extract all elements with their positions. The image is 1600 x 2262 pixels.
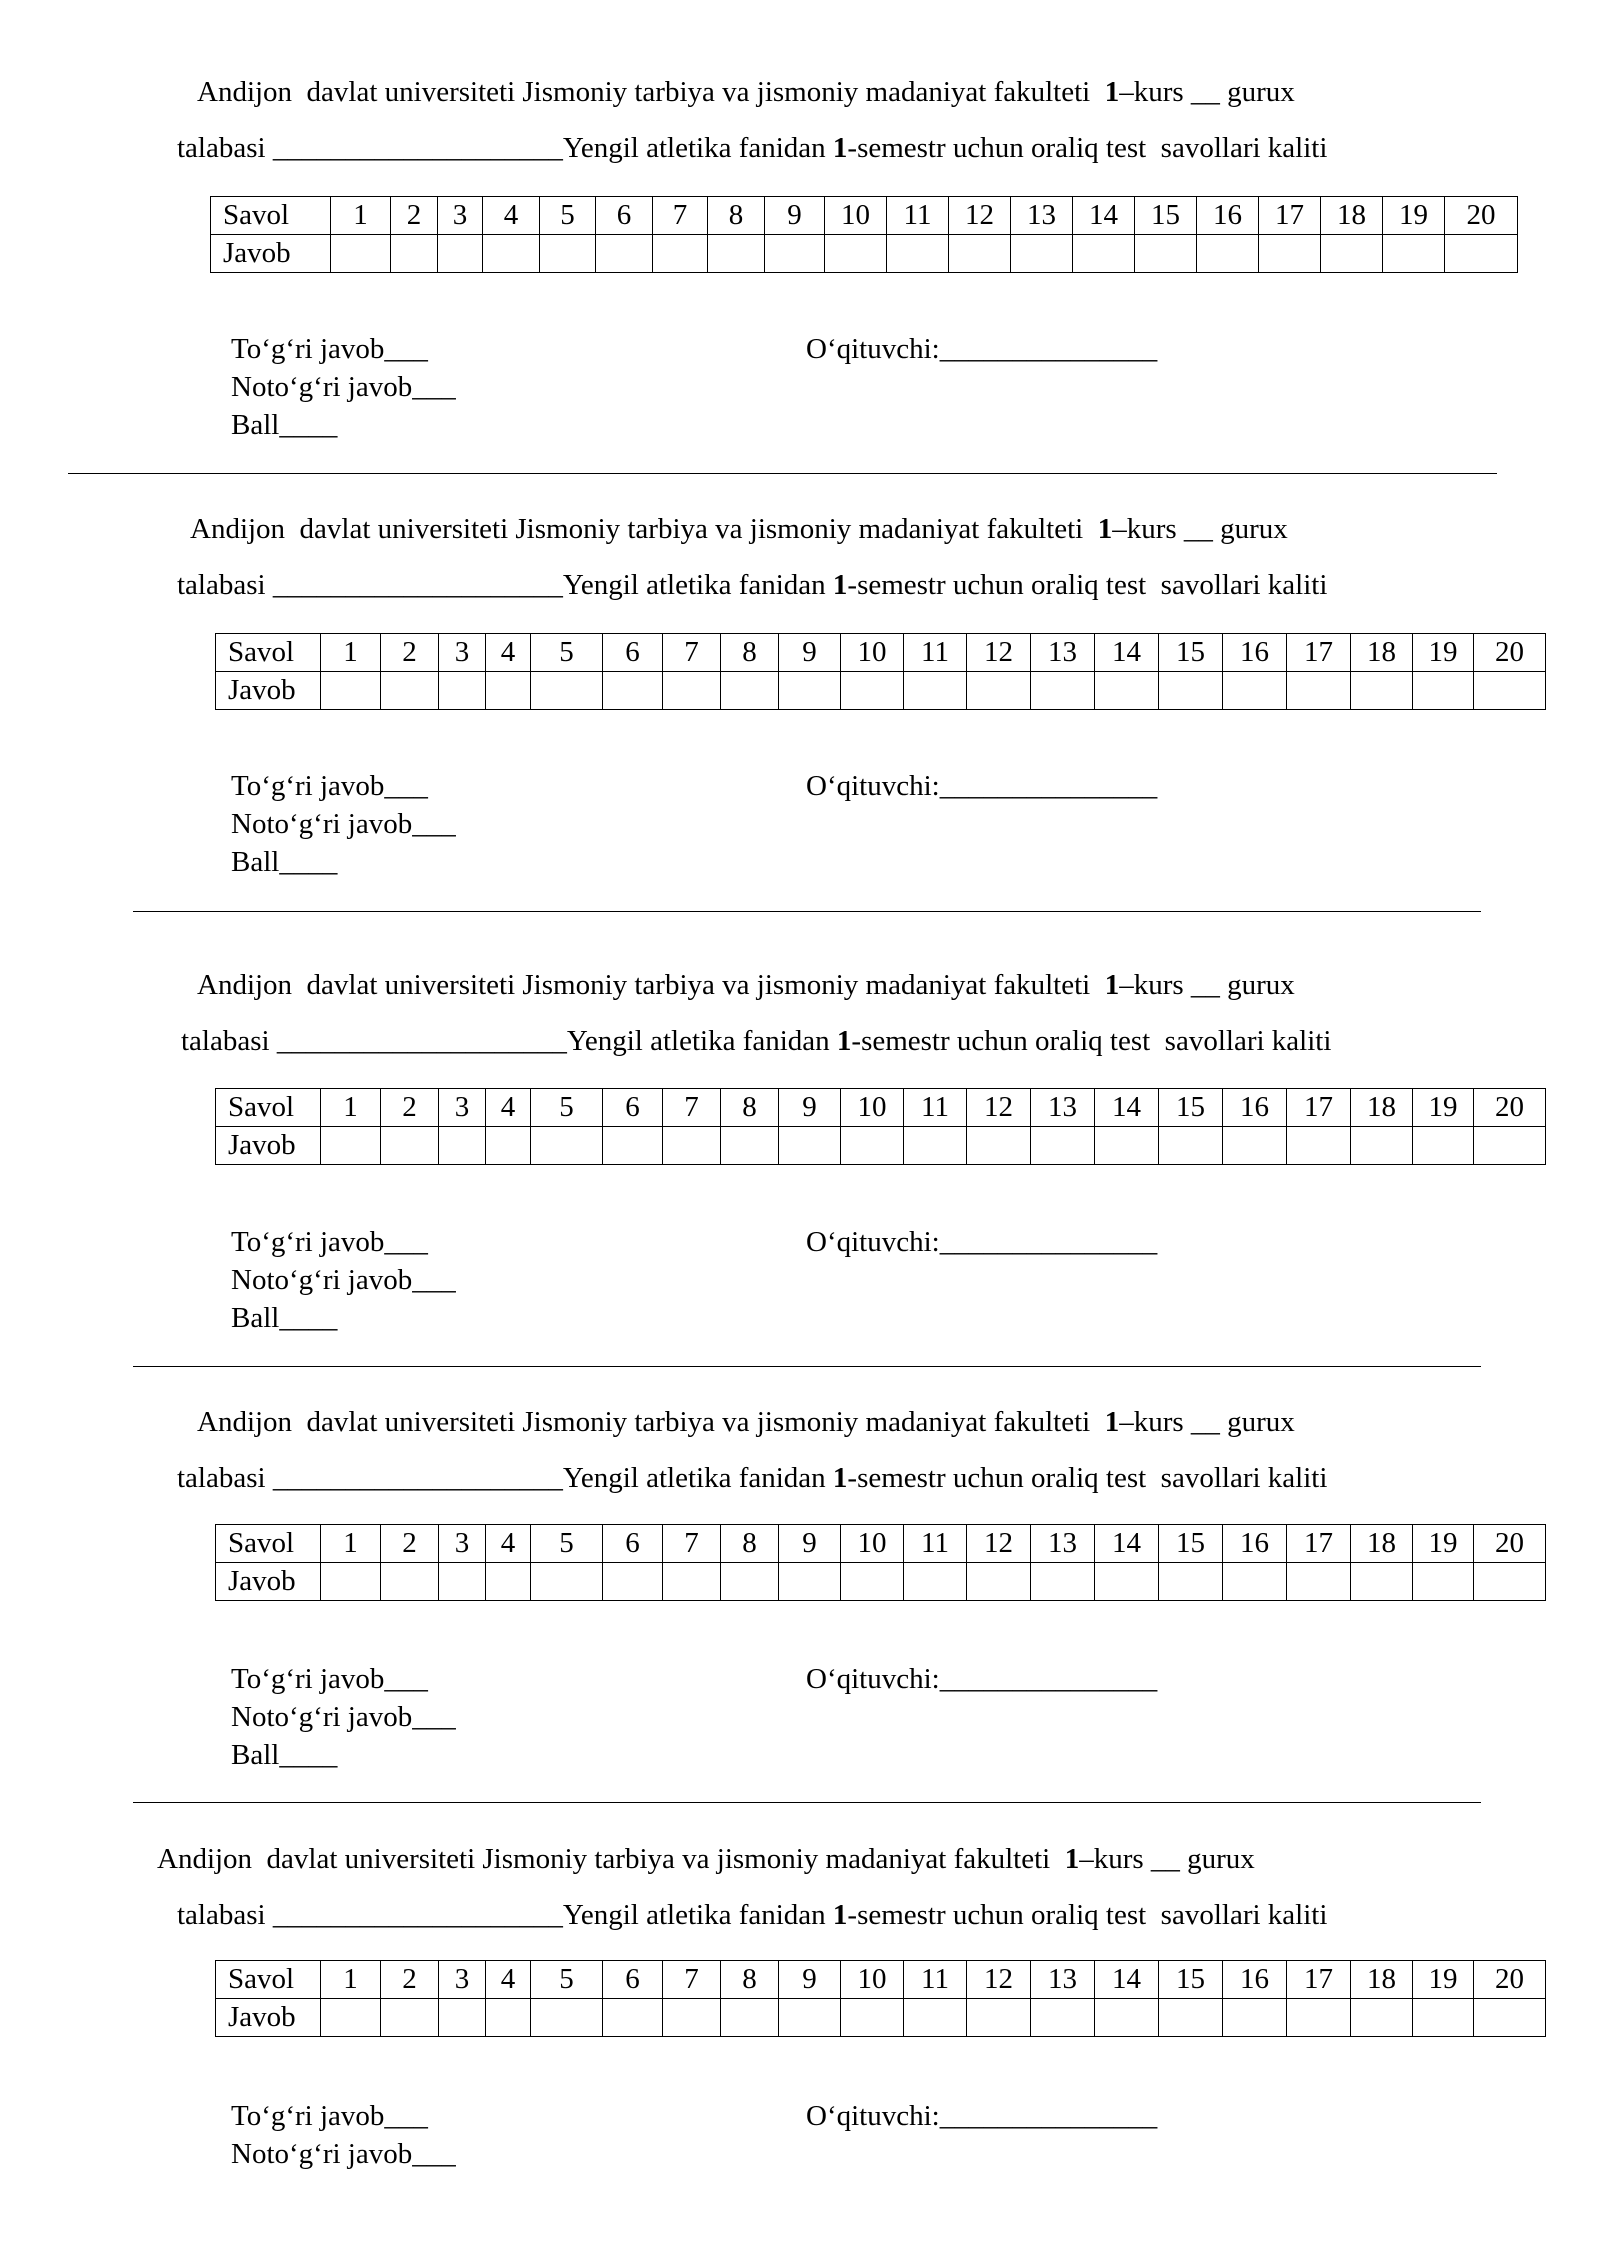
test-title-text: -semestr uchun oraliq test savollari kaliti <box>847 132 1328 164</box>
header-student-line <box>177 571 1600 600</box>
question-number-cell: 2 <box>381 634 439 672</box>
course-number: 1 <box>1104 969 1120 1001</box>
answer-cell[interactable] <box>1223 1999 1287 2037</box>
answer-cell[interactable] <box>765 235 825 273</box>
course-number: 1 <box>1097 513 1113 545</box>
answer-cell[interactable] <box>531 672 603 710</box>
answer-cell[interactable] <box>1474 1999 1546 2037</box>
question-number-cell: 20 <box>1474 1961 1546 1999</box>
answer-cell[interactable] <box>1413 672 1474 710</box>
question-number-cell: 18 <box>1351 634 1413 672</box>
answer-cell[interactable] <box>708 235 765 273</box>
student-name-field[interactable]: talabasi ____________________Yengil atletika fanidan <box>177 1899 833 1931</box>
wrong-answers-field[interactable]: Noto‘g‘ri javob___ <box>231 808 456 840</box>
question-number-cell: 16 <box>1223 1961 1287 1999</box>
answer-cell[interactable] <box>653 235 708 273</box>
question-number-cell: 8 <box>721 1961 779 1999</box>
answer-cell[interactable] <box>1223 1127 1287 1165</box>
semester-number: 1 <box>832 1899 848 1931</box>
answer-cell[interactable] <box>663 1127 721 1165</box>
wrong-answers-field[interactable]: Noto‘g‘ri javob___ <box>231 1701 456 1733</box>
answer-cell[interactable] <box>1287 1563 1351 1601</box>
javob-label: Javob <box>211 235 331 273</box>
question-number-cell: 8 <box>721 1525 779 1563</box>
answer-cell[interactable] <box>1321 235 1383 273</box>
question-number-cell: 7 <box>653 197 708 235</box>
answer-cell[interactable] <box>1351 1127 1413 1165</box>
wrong-answers-field[interactable]: Noto‘g‘ri javob___ <box>231 371 456 403</box>
question-number-cell: 11 <box>904 1089 967 1127</box>
question-number-cell: 18 <box>1351 1089 1413 1127</box>
answer-cell[interactable] <box>779 672 841 710</box>
header-university-line <box>197 78 1600 107</box>
question-number-cell: 5 <box>540 197 596 235</box>
question-number-cell: 3 <box>439 1089 486 1127</box>
answer-cell[interactable] <box>603 672 663 710</box>
question-number-cell: 15 <box>1159 1525 1223 1563</box>
answer-cell[interactable] <box>1287 1999 1351 2037</box>
question-number-cell: 8 <box>721 634 779 672</box>
question-number-cell: 4 <box>486 1089 531 1127</box>
question-number-cell: 3 <box>439 1525 486 1563</box>
answer-cell[interactable] <box>1095 1127 1159 1165</box>
answer-cell[interactable] <box>1031 1127 1095 1165</box>
score-summary <box>231 767 456 881</box>
savol-label: Savol <box>216 1961 321 1999</box>
question-number-cell: 17 <box>1287 634 1351 672</box>
answer-cell[interactable] <box>1474 672 1546 710</box>
test-title-text: -semestr uchun oraliq test savollari kaliti <box>847 1899 1328 1931</box>
question-number-cell: 19 <box>1413 1961 1474 1999</box>
answer-cell[interactable] <box>663 1999 721 2037</box>
answer-cell[interactable] <box>1159 1999 1223 2037</box>
question-number-cell: 4 <box>486 1961 531 1999</box>
question-number-cell: 8 <box>721 1089 779 1127</box>
header-university-text: Andijon davlat universiteti Jismoniy tarbiya va jismoniy madaniyat fakulteti <box>197 76 1105 108</box>
correct-answers-field[interactable]: To‘g‘ri javob___ <box>231 1226 428 1258</box>
score-summary <box>231 2097 456 2173</box>
score-field[interactable]: Ball____ <box>231 1302 338 1334</box>
question-number-cell: 6 <box>596 197 653 235</box>
answer-cell[interactable] <box>1413 1563 1474 1601</box>
course-number: 1 <box>1064 1843 1080 1875</box>
question-number-cell: 3 <box>439 1961 486 1999</box>
answer-cell[interactable] <box>841 672 904 710</box>
savol-label: Savol <box>216 1525 321 1563</box>
question-number-cell: 9 <box>779 1961 841 1999</box>
answer-cell[interactable] <box>381 1999 439 2037</box>
question-number-cell: 6 <box>603 1525 663 1563</box>
header-university-text: Andijon davlat universiteti Jismoniy tarbiya va jismoniy madaniyat fakulteti <box>197 969 1105 1001</box>
answer-cell[interactable] <box>1223 672 1287 710</box>
teacher-signature-field[interactable]: O‘qituvchi:_______________ <box>806 2100 1158 2132</box>
question-number-cell: 20 <box>1474 1525 1546 1563</box>
header-university-line <box>157 1845 1600 1874</box>
answer-row <box>211 235 1518 273</box>
savol-label: Savol <box>216 1089 321 1127</box>
teacher-signature-field[interactable]: O‘qituvchi:_______________ <box>806 333 1158 365</box>
semester-number: 1 <box>832 132 848 164</box>
answer-row <box>216 1563 1546 1601</box>
answer-row <box>216 672 1546 710</box>
test-title-text: -semestr uchun oraliq test savollari kaliti <box>851 1025 1332 1057</box>
question-number-cell: 13 <box>1031 1961 1095 1999</box>
answer-cell[interactable] <box>967 1127 1031 1165</box>
question-number-cell: 3 <box>439 634 486 672</box>
answer-cell[interactable] <box>438 235 483 273</box>
cut-line-divider <box>133 911 1481 912</box>
answer-cell[interactable] <box>1073 235 1135 273</box>
javob-label: Javob <box>216 1999 321 2037</box>
answer-cell[interactable] <box>1413 1127 1474 1165</box>
semester-number: 1 <box>832 569 848 601</box>
answer-cell[interactable] <box>1383 235 1445 273</box>
teacher-signature-field[interactable]: O‘qituvchi:_______________ <box>806 1226 1158 1258</box>
question-number-cell: 2 <box>381 1961 439 1999</box>
answer-cell[interactable] <box>1031 672 1095 710</box>
answer-cell[interactable] <box>967 1563 1031 1601</box>
question-number-cell: 10 <box>841 1961 904 1999</box>
question-number-cell: 5 <box>531 1525 603 1563</box>
semester-number: 1 <box>836 1025 852 1057</box>
question-number-cell: 4 <box>483 197 540 235</box>
answer-cell[interactable] <box>721 1127 779 1165</box>
answer-cell[interactable] <box>381 1563 439 1601</box>
question-number-cell: 13 <box>1031 1525 1095 1563</box>
question-number-cell: 4 <box>486 1525 531 1563</box>
question-number-cell: 15 <box>1135 197 1197 235</box>
answer-cell[interactable] <box>486 672 531 710</box>
answer-cell[interactable] <box>949 235 1011 273</box>
javob-label: Javob <box>216 1563 321 1601</box>
answer-cell[interactable] <box>531 1999 603 2037</box>
question-number-cell: 1 <box>321 1525 381 1563</box>
answer-cell[interactable] <box>1095 1563 1159 1601</box>
answer-cell[interactable] <box>1351 672 1413 710</box>
student-name-field[interactable]: talabasi ____________________Yengil atletika fanidan <box>177 569 833 601</box>
answer-cell[interactable] <box>486 1563 531 1601</box>
answer-cell[interactable] <box>381 672 439 710</box>
answer-cell[interactable] <box>1413 1999 1474 2037</box>
answer-cell[interactable] <box>1351 1999 1413 2037</box>
header-university-text: Andijon davlat universiteti Jismoniy tarbiya va jismoniy madaniyat fakulteti <box>157 1843 1065 1875</box>
answer-cell[interactable] <box>331 235 391 273</box>
question-number-cell: 6 <box>603 1089 663 1127</box>
savol-label: Savol <box>211 197 331 235</box>
question-number-cell: 4 <box>486 634 531 672</box>
answer-cell[interactable] <box>967 672 1031 710</box>
group-field[interactable]: –kurs __ gurux <box>1079 1843 1255 1875</box>
question-number-cell: 9 <box>779 1089 841 1127</box>
answer-cell[interactable] <box>1095 1999 1159 2037</box>
question-number-cell: 8 <box>708 197 765 235</box>
question-number-cell: 14 <box>1095 634 1159 672</box>
question-number-cell: 19 <box>1413 1525 1474 1563</box>
question-number-cell: 19 <box>1383 197 1445 235</box>
answer-cell[interactable] <box>486 1999 531 2037</box>
answer-cell[interactable] <box>439 1999 486 2037</box>
question-number-cell: 12 <box>967 634 1031 672</box>
question-number-cell: 18 <box>1351 1525 1413 1563</box>
question-number-cell: 20 <box>1445 197 1518 235</box>
question-number-cell: 1 <box>331 197 391 235</box>
javob-label: Javob <box>216 1127 321 1165</box>
answer-cell[interactable] <box>721 1999 779 2037</box>
question-number-cell: 7 <box>663 1089 721 1127</box>
answer-cell[interactable] <box>779 1563 841 1601</box>
answer-cell[interactable] <box>1223 1563 1287 1601</box>
question-number-row <box>216 1961 1546 1999</box>
question-number-row <box>216 1089 1546 1127</box>
teacher-signature-field[interactable]: O‘qituvchi:_______________ <box>806 1663 1158 1695</box>
answer-cell[interactable] <box>381 1127 439 1165</box>
question-number-cell: 14 <box>1095 1525 1159 1563</box>
question-number-cell: 6 <box>603 634 663 672</box>
answer-key-table <box>215 1088 1546 1165</box>
answer-cell[interactable] <box>663 672 721 710</box>
answer-cell[interactable] <box>904 1563 967 1601</box>
answer-cell[interactable] <box>1031 1999 1095 2037</box>
question-number-cell: 18 <box>1351 1961 1413 1999</box>
answer-cell[interactable] <box>887 235 949 273</box>
answer-key-table <box>215 1524 1546 1601</box>
answer-cell[interactable] <box>904 1999 967 2037</box>
answer-row <box>216 1999 1546 2037</box>
savol-label: Savol <box>216 634 321 672</box>
question-number-row <box>211 197 1518 235</box>
answer-cell[interactable] <box>1159 1563 1223 1601</box>
answer-cell[interactable] <box>439 1563 486 1601</box>
test-title-text: -semestr uchun oraliq test savollari kaliti <box>847 1462 1328 1494</box>
header-student-line <box>181 1027 1600 1056</box>
question-number-cell: 12 <box>967 1525 1031 1563</box>
answer-cell[interactable] <box>483 235 540 273</box>
wrong-answers-field[interactable]: Noto‘g‘ri javob___ <box>231 2138 456 2170</box>
answer-cell[interactable] <box>663 1563 721 1601</box>
group-field[interactable]: –kurs __ gurux <box>1119 969 1295 1001</box>
question-number-cell: 11 <box>904 1525 967 1563</box>
answer-key-table <box>215 633 1546 710</box>
answer-cell[interactable] <box>603 1563 663 1601</box>
group-field[interactable]: –kurs __ gurux <box>1119 1406 1295 1438</box>
question-number-cell: 16 <box>1223 1525 1287 1563</box>
question-number-cell: 17 <box>1287 1961 1351 1999</box>
answer-cell[interactable] <box>721 672 779 710</box>
answer-row <box>216 1127 1546 1165</box>
question-number-cell: 5 <box>531 1089 603 1127</box>
question-number-cell: 17 <box>1259 197 1321 235</box>
question-number-cell: 11 <box>904 634 967 672</box>
question-number-cell: 11 <box>904 1961 967 1999</box>
question-number-cell: 3 <box>438 197 483 235</box>
question-number-cell: 9 <box>765 197 825 235</box>
question-number-cell: 12 <box>967 1961 1031 1999</box>
question-number-cell: 20 <box>1474 634 1546 672</box>
test-title-text: -semestr uchun oraliq test savollari kaliti <box>847 569 1328 601</box>
answer-cell[interactable] <box>321 1127 381 1165</box>
header-university-text: Andijon davlat universiteti Jismoniy tarbiya va jismoniy madaniyat fakulteti <box>197 1406 1105 1438</box>
group-field[interactable]: –kurs __ gurux <box>1112 513 1288 545</box>
answer-cell[interactable] <box>904 672 967 710</box>
correct-answers-field[interactable]: To‘g‘ri javob___ <box>231 770 428 802</box>
answer-cell[interactable] <box>1474 1127 1546 1165</box>
answer-cell[interactable] <box>391 235 438 273</box>
question-number-cell: 10 <box>825 197 887 235</box>
answer-cell[interactable] <box>1159 1127 1223 1165</box>
answer-cell[interactable] <box>486 1127 531 1165</box>
score-field[interactable]: Ball____ <box>231 409 338 441</box>
question-number-cell: 1 <box>321 1961 381 1999</box>
question-number-cell: 9 <box>779 634 841 672</box>
answer-cell[interactable] <box>841 1999 904 2037</box>
answer-cell[interactable] <box>1287 672 1351 710</box>
question-number-cell: 15 <box>1159 1961 1223 1999</box>
question-number-cell: 10 <box>841 1525 904 1563</box>
answer-cell[interactable] <box>603 1999 663 2037</box>
cut-line-divider <box>133 1802 1481 1803</box>
answer-cell[interactable] <box>1197 235 1259 273</box>
wrong-answers-field[interactable]: Noto‘g‘ri javob___ <box>231 1264 456 1296</box>
header-university-text: Andijon davlat universiteti Jismoniy tarbiya va jismoniy madaniyat fakulteti <box>190 513 1098 545</box>
question-number-cell: 6 <box>603 1961 663 1999</box>
question-number-cell: 10 <box>841 634 904 672</box>
question-number-cell: 7 <box>663 1525 721 1563</box>
answer-cell[interactable] <box>540 235 596 273</box>
question-number-cell: 13 <box>1031 634 1095 672</box>
question-number-cell: 1 <box>321 1089 381 1127</box>
question-number-cell: 12 <box>949 197 1011 235</box>
score-field[interactable]: Ball____ <box>231 846 338 878</box>
question-number-cell: 2 <box>391 197 438 235</box>
question-number-cell: 16 <box>1223 634 1287 672</box>
course-number: 1 <box>1104 76 1120 108</box>
student-name-field[interactable]: talabasi ____________________Yengil atletika fanidan <box>177 1462 833 1494</box>
score-summary <box>231 1660 456 1774</box>
question-number-cell: 14 <box>1073 197 1135 235</box>
answer-cell[interactable] <box>825 235 887 273</box>
answer-cell[interactable] <box>439 672 486 710</box>
question-number-cell: 17 <box>1287 1525 1351 1563</box>
answer-key-table <box>210 196 1518 273</box>
question-number-cell: 15 <box>1159 634 1223 672</box>
answer-cell[interactable] <box>841 1563 904 1601</box>
question-number-cell: 19 <box>1413 1089 1474 1127</box>
answer-cell[interactable] <box>1474 1563 1546 1601</box>
correct-answers-field[interactable]: To‘g‘ri javob___ <box>231 1663 428 1695</box>
answer-cell[interactable] <box>779 1999 841 2037</box>
header-student-line <box>177 1901 1600 1930</box>
student-name-field[interactable]: talabasi ____________________Yengil atletika fanidan <box>177 132 833 164</box>
question-number-cell: 10 <box>841 1089 904 1127</box>
answer-cell[interactable] <box>439 1127 486 1165</box>
question-number-cell: 11 <box>887 197 949 235</box>
question-number-cell: 15 <box>1159 1089 1223 1127</box>
question-number-cell: 7 <box>663 1961 721 1999</box>
question-number-cell: 18 <box>1321 197 1383 235</box>
question-number-cell: 5 <box>531 634 603 672</box>
javob-label: Javob <box>216 672 321 710</box>
cut-line-divider <box>68 473 1497 474</box>
answer-cell[interactable] <box>1287 1127 1351 1165</box>
answer-cell[interactable] <box>1011 235 1073 273</box>
header-student-line <box>177 134 1600 163</box>
answer-cell[interactable] <box>1135 235 1197 273</box>
group-field[interactable]: –kurs __ gurux <box>1119 76 1295 108</box>
answer-cell[interactable] <box>1031 1563 1095 1601</box>
answer-cell[interactable] <box>596 235 653 273</box>
question-number-cell: 1 <box>321 634 381 672</box>
correct-answers-field[interactable]: To‘g‘ri javob___ <box>231 2100 428 2132</box>
question-number-cell: 2 <box>381 1525 439 1563</box>
header-student-line <box>177 1464 1600 1493</box>
answer-cell[interactable] <box>904 1127 967 1165</box>
answer-cell[interactable] <box>1259 235 1321 273</box>
answer-cell[interactable] <box>531 1563 603 1601</box>
question-number-cell: 19 <box>1413 634 1474 672</box>
header-university-line <box>197 1408 1600 1437</box>
question-number-row <box>216 634 1546 672</box>
question-number-cell: 13 <box>1031 1089 1095 1127</box>
answer-cell[interactable] <box>603 1127 663 1165</box>
question-number-row <box>216 1525 1546 1563</box>
course-number: 1 <box>1104 1406 1120 1438</box>
answer-cell[interactable] <box>1095 672 1159 710</box>
question-number-cell: 13 <box>1011 197 1073 235</box>
question-number-cell: 9 <box>779 1525 841 1563</box>
header-university-line <box>190 515 1600 544</box>
answer-cell[interactable] <box>321 1563 381 1601</box>
score-summary <box>231 1223 456 1337</box>
answer-cell[interactable] <box>321 672 381 710</box>
cut-line-divider <box>133 1366 1481 1367</box>
answer-cell[interactable] <box>721 1563 779 1601</box>
answer-cell[interactable] <box>1159 672 1223 710</box>
header-university-line <box>197 971 1600 1000</box>
question-number-cell: 17 <box>1287 1089 1351 1127</box>
answer-cell[interactable] <box>531 1127 603 1165</box>
answer-cell[interactable] <box>967 1999 1031 2037</box>
question-number-cell: 2 <box>381 1089 439 1127</box>
question-number-cell: 14 <box>1095 1089 1159 1127</box>
correct-answers-field[interactable]: To‘g‘ri javob___ <box>231 333 428 365</box>
student-name-field[interactable]: talabasi ____________________Yengil atletika fanidan <box>181 1025 837 1057</box>
answer-cell[interactable] <box>321 1999 381 2037</box>
question-number-cell: 20 <box>1474 1089 1546 1127</box>
score-summary <box>231 330 456 444</box>
question-number-cell: 14 <box>1095 1961 1159 1999</box>
score-field[interactable]: Ball____ <box>231 1739 338 1771</box>
question-number-cell: 16 <box>1197 197 1259 235</box>
semester-number: 1 <box>832 1462 848 1494</box>
answer-cell[interactable] <box>779 1127 841 1165</box>
question-number-cell: 12 <box>967 1089 1031 1127</box>
question-number-cell: 5 <box>531 1961 603 1999</box>
question-number-cell: 16 <box>1223 1089 1287 1127</box>
answer-cell[interactable] <box>1445 235 1518 273</box>
teacher-signature-field[interactable]: O‘qituvchi:_______________ <box>806 770 1158 802</box>
answer-cell[interactable] <box>1351 1563 1413 1601</box>
answer-cell[interactable] <box>841 1127 904 1165</box>
question-number-cell: 7 <box>663 634 721 672</box>
answer-key-table <box>215 1960 1546 2037</box>
